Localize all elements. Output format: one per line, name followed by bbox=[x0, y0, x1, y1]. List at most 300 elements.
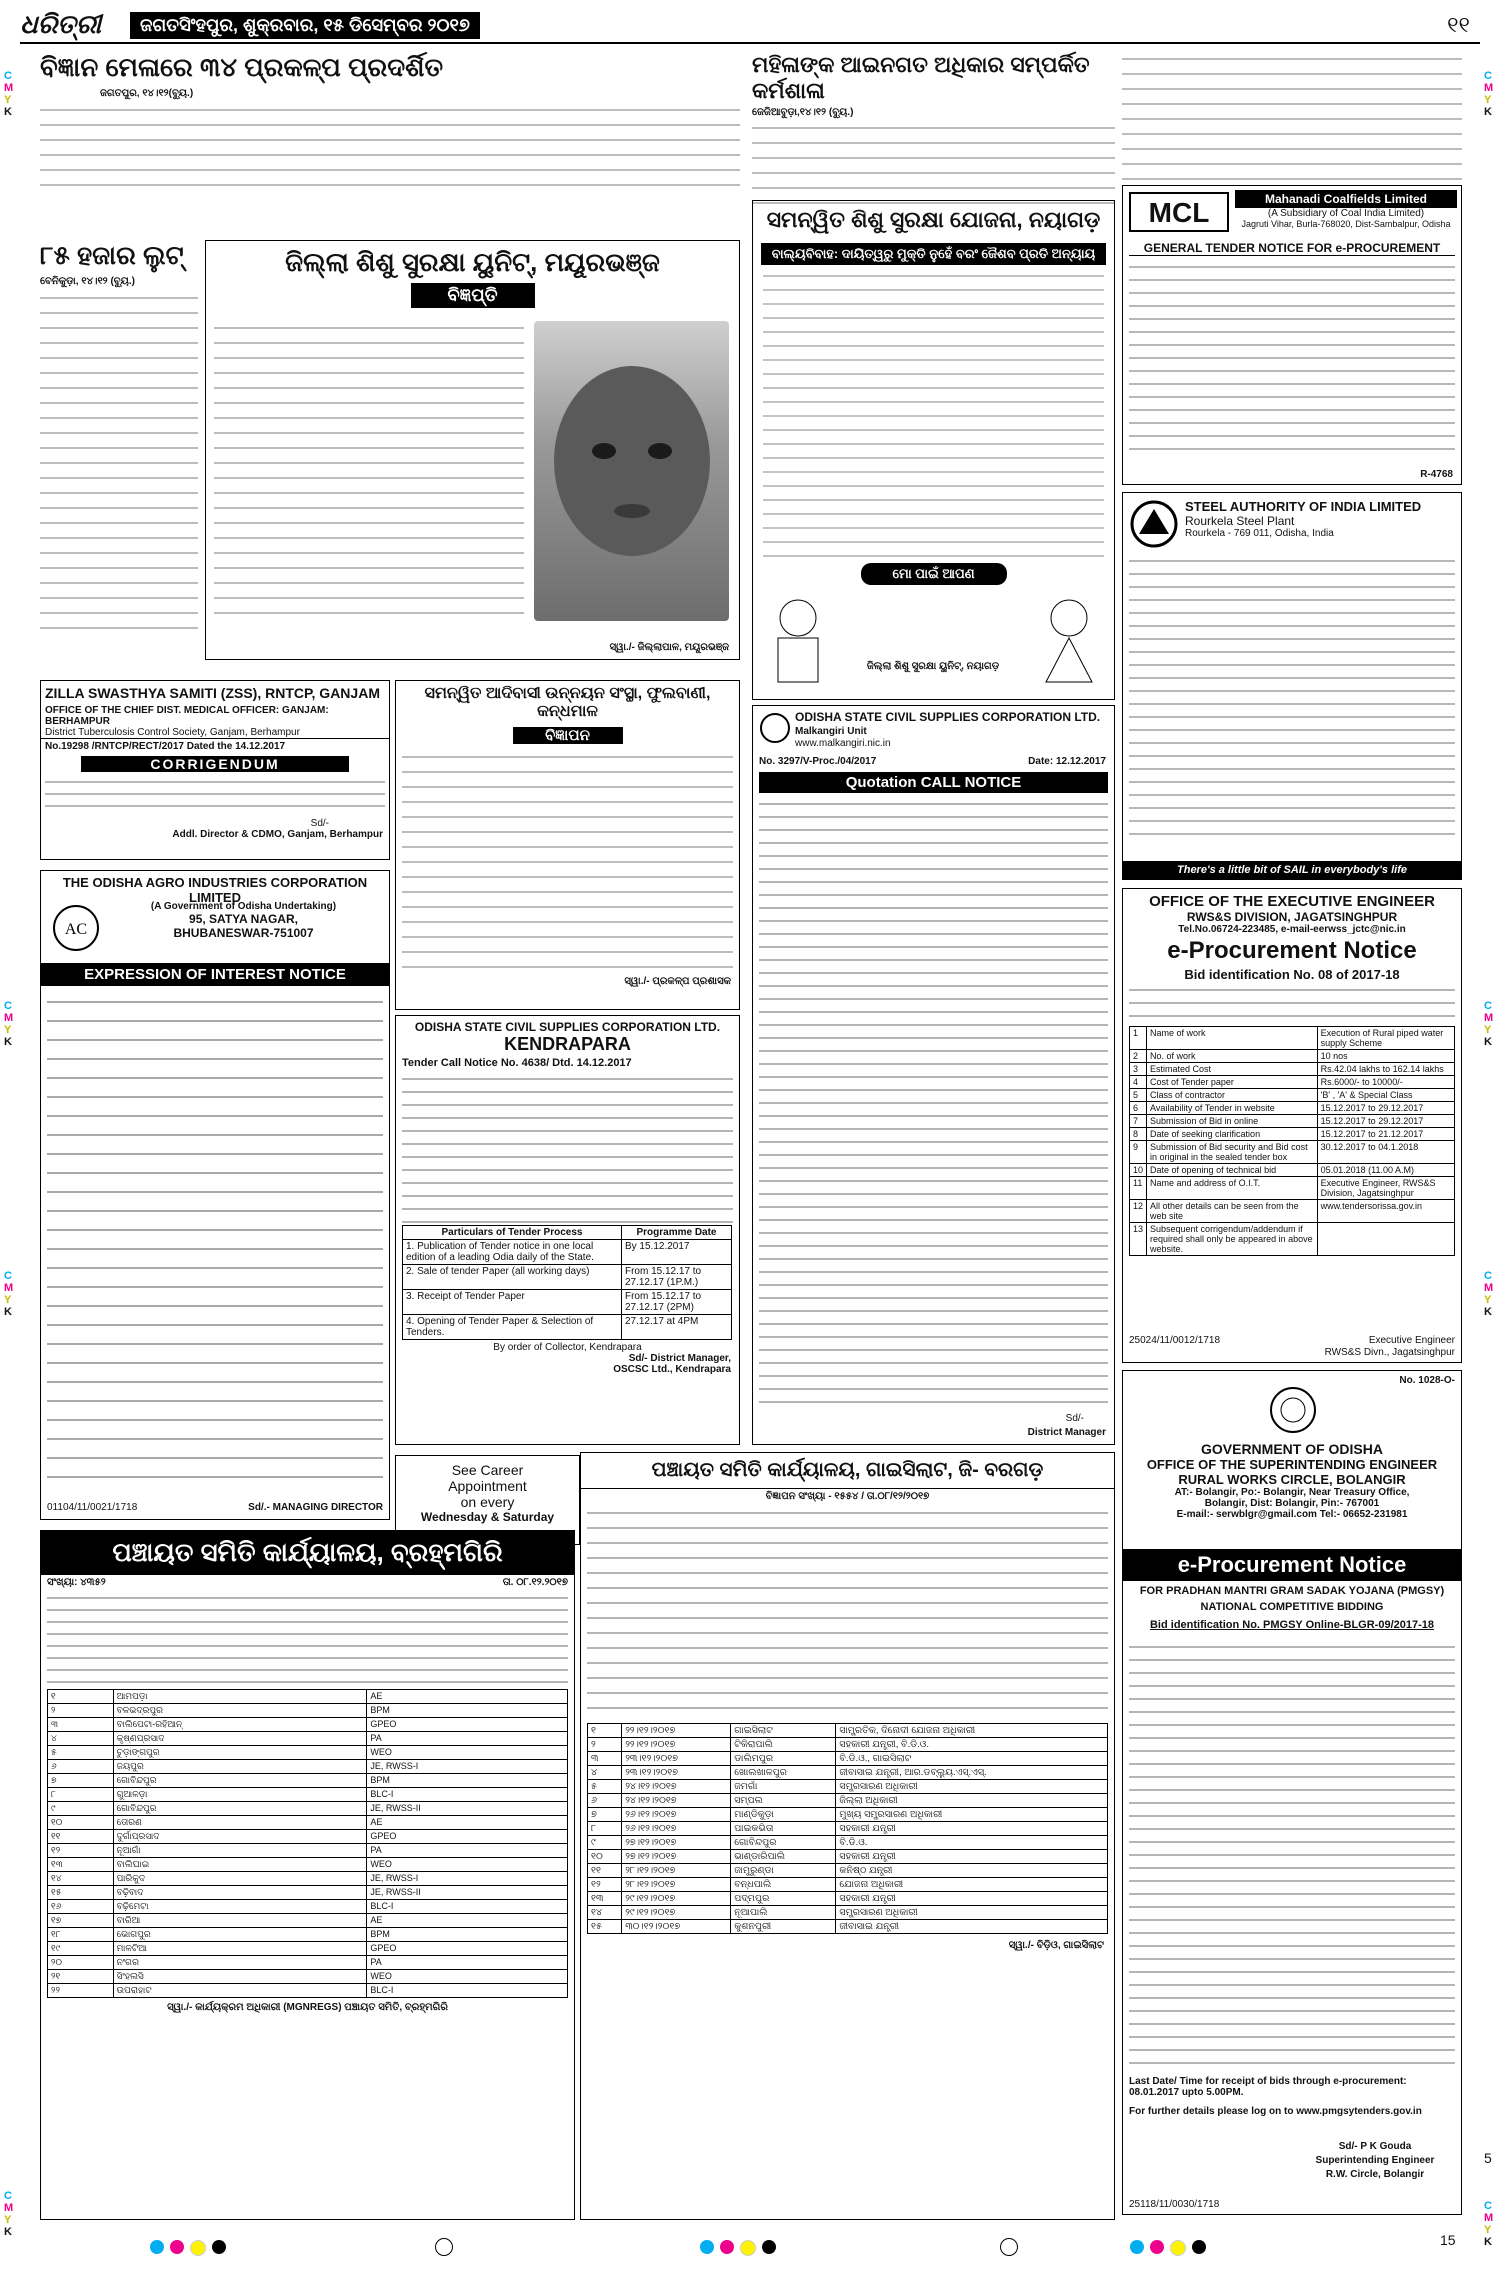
table-row bbox=[1130, 1223, 1455, 1256]
sail-tagline: There's a little bit of SAIL in everybody's life bbox=[1123, 861, 1461, 879]
ad-gaisilat: ପଞ୍ଚାୟତ ସମିତି କାର୍ଯ୍ୟାଳୟ, ଗାଇସିଲାଟ, ଜି- ବରଗଡ଼ ବିଜ୍ଞାପନ ସଂଖ୍ୟା - ୧୫୫୪ / ତା.୦୮/୧୨/୨୦୧୭ ୧ ୨୨।୧୨।୨୦୧୭ ଗାଇସିଲାଟ ସାମ୍ପ୍ରତିକ, ଦିନୋଦୀ ଯୋଜନା ଅଧିକାରୀ ୨ ୨୨।୧୨।୨୦୧୭ ଟିକିରାପାଲି ସହକାରୀ ଯନ୍ତ୍ରୀ, ବି.ଡି.ଓ. ୩ ୨୩।୧୨।୨୦୧୭ ଡାଲିମପୁର ବି.ଡି.ଓ., ଗାଇସିଲାଟ ୪ ୨୩।୧୨।୨୦୧୭ ଖୋଲଖାଳପୁର ଜୀବାସାଇ ଯନ୍ତ୍ରୀ, ଆର.ଡବ୍ଲ୍ୟୁ.ଏସ୍.ଏସ୍. ୫ ୨୪।୧୨।୨୦୧୭ ଜମଗାଁ ସମ୍ପ୍ରସାରଣ ଅଧିକାରୀ ୬ ୨୪।୧୨।୨୦୧୭ ସମ୍ପଲ ଜିଲ୍ଲା ଅଧିକାରୀ ୭ ୨୬।୧୨।୨୦୧୭ ମାଣ୍ଡିକୁଡ଼ା ମୁଖ୍ୟ ସମ୍ପ୍ରସାରଣ ଅଧିକାରୀ ୮ ୨୬।୧୨।୨୦୧୭ ପାଇକଭିତା ସହକାରୀ ଯନ୍ତ୍ରୀ ୯ ୨୭।୧୨।୨୦୧୭ ଗୋବିନ୍ଦପୁର ବି.ଡି.ଓ. ୧୦ ୨୭।୧୨।୨୦୧୭ ଭାଣ୍ଡାରିପାଲି ସହକାରୀ ଯନ୍ତ୍ରୀ ୧୧ ୨୮।୧୨।୨୦୧୭ ଜାମୁରୁଣ୍ଡା କନିଷ୍ଠ ଯନ୍ତ୍ରୀ ୧୨ ୨୮।୧୨।୨୦୧୭ ବନ୍ଧପାଲି ଯୋଜନା ଅଧିକାରୀ ୧୩ ୨୯।୧୨।୨୦୧୭ ପଦ୍ମପୁର ସହକାରୀ ଯନ୍ତ୍ରୀ ୧୪ ୨୯।୧୨।୨୦୧୭ ନୂଆପାଲି ସମ୍ପ୍ରସାରଣ ଅଧିକାରୀ ୧୫ ୩୦।୧୨।୨୦୧୭ କୁଶନପୁରୀ ଜୀବାସାଇ ଯନ୍ତ୍ରୀ ସ୍ୱା./- ବିଡ଼ିଓ, ଗାଇସିଲାଟ bbox=[580, 1452, 1115, 2220]
table-cell: WEO bbox=[367, 1746, 568, 1760]
ad-oscsc-kendrapara bbox=[395, 1015, 740, 1445]
itda-notice-label: ବିଜ୍ଞାପନ bbox=[513, 727, 623, 744]
agro-addr1: 95, SATYA NAGAR, bbox=[189, 912, 298, 926]
table-cell: ୧୩ bbox=[588, 1892, 622, 1906]
table-row bbox=[48, 1844, 568, 1858]
table-cell: ୨୨।୧୨।୨୦୧୭ bbox=[622, 1738, 731, 1752]
table-cell: ବାଲିଘାଇ bbox=[113, 1858, 367, 1872]
govt-web: For further details please log on to www.pmgsytenders.gov.in bbox=[1129, 2106, 1422, 2117]
agro-eoi-bar: EXPRESSION OF INTEREST NOTICE bbox=[41, 963, 389, 986]
table-cell: ଜିଲ୍ଲା ଅଧିକାରୀ bbox=[836, 1794, 1108, 1808]
table-cell: ୩୦।୧୨।୨୦୧୭ bbox=[622, 1920, 731, 1934]
career-line1: See Career bbox=[451, 1462, 524, 1478]
table-row bbox=[1130, 1063, 1455, 1076]
zss-body bbox=[45, 776, 385, 814]
agro-sign: Sd/.- MANAGING DIRECTOR bbox=[248, 1502, 383, 1513]
ad-itda-phulbani bbox=[395, 680, 740, 1010]
table-row bbox=[1130, 1027, 1455, 1050]
table-cell: କୃଷ୍ଣପ୍ରସାଦ bbox=[113, 1732, 367, 1746]
govt-signer3: R.W. Circle, Bolangir bbox=[1325, 2169, 1425, 2180]
oscsc-web: www.malkangiri.nic.in bbox=[795, 738, 891, 749]
table-cell: ବାରିଆ bbox=[113, 1914, 367, 1928]
table-row bbox=[48, 1858, 568, 1872]
oscsc-date: Date: 12.12.2017 bbox=[1028, 756, 1106, 767]
brahmagiri-table bbox=[47, 1689, 568, 1998]
govt-l2: OFFICE OF THE SUPERINTENDING ENGINEER bbox=[1146, 1457, 1438, 1472]
mcl-ref: R-4768 bbox=[1420, 469, 1453, 480]
govt-l1: GOVERNMENT OF ODISHA bbox=[1200, 1441, 1383, 1457]
table-cell: ୧୨ bbox=[48, 1844, 114, 1858]
table-cell: 11 bbox=[1130, 1177, 1147, 1200]
table-row bbox=[48, 1830, 568, 1844]
story-continued bbox=[1122, 52, 1462, 182]
govt-ref: 25118/11/0030/1718 bbox=[1129, 2199, 1220, 2210]
table-cell: ୯ bbox=[588, 1836, 622, 1850]
table-cell: 05.01.2018 (11.00 A.M) bbox=[1317, 1164, 1454, 1177]
sail-name: STEEL AUTHORITY OF INDIA LIMITED bbox=[1185, 499, 1422, 514]
table-cell: AE bbox=[367, 1914, 568, 1928]
table-cell: BLC-I bbox=[367, 1788, 568, 1802]
odisha-govt-emblem-icon bbox=[1268, 1385, 1318, 1435]
table-cell: ୨୮।୧୨।୨୦୧୭ bbox=[622, 1864, 731, 1878]
color-bar-2 bbox=[700, 2240, 776, 2256]
table-cell: Cost of Tender paper bbox=[1147, 1076, 1318, 1089]
cmyk-mark-left-bottom: C M Y K bbox=[4, 2190, 14, 2238]
oscsc-title: ODISHA STATE CIVIL SUPPLIES CORPORATION LTD. bbox=[795, 710, 1101, 724]
registration-mark bbox=[1000, 2238, 1018, 2256]
table-cell: ଉପରାହାଟ bbox=[113, 1984, 367, 1998]
table-cell: ନଂଗର bbox=[113, 1956, 367, 1970]
table-row bbox=[588, 1892, 1108, 1906]
table-row bbox=[1130, 1076, 1455, 1089]
story-dateline: ଜଗତପୁର, ୧୪।୧୨(ବ୍ୟୁ.) bbox=[100, 88, 194, 99]
ad-child-protection-mayurbhanj bbox=[205, 240, 740, 660]
table-cell: Rs.6000/- to 10000/- bbox=[1317, 1076, 1454, 1089]
odisha-emblem-icon bbox=[759, 712, 791, 744]
kp-signer2: OSCSC Ltd., Kendrapara bbox=[613, 1364, 731, 1375]
table-cell: JE, RWSS-II bbox=[367, 1802, 568, 1816]
table-row bbox=[48, 1928, 568, 1942]
table-cell: ୨ bbox=[588, 1738, 622, 1752]
agro-title: THE ODISHA AGRO INDUSTRIES CORPORATION LIMITED bbox=[62, 875, 368, 905]
kp-signer: Sd/- District Manager, bbox=[628, 1353, 731, 1364]
child-photo bbox=[534, 321, 729, 621]
table-row bbox=[48, 1914, 568, 1928]
table-cell: ୧୪ bbox=[588, 1906, 622, 1920]
zss-signer: Addl. Director & CDMO, Ganjam, Berhampur bbox=[172, 829, 383, 840]
table-cell: ୧୯ bbox=[48, 1942, 114, 1956]
story-loot bbox=[40, 240, 198, 655]
table-cell: Execution of Rural piped water supply Scheme bbox=[1317, 1027, 1454, 1050]
table-cell: All other details can be seen from the web site bbox=[1147, 1200, 1318, 1223]
table-row bbox=[1130, 1089, 1455, 1102]
story-body bbox=[40, 291, 198, 636]
table-cell: ଚୁଡ଼ାଙ୍ଗପୁର bbox=[113, 1746, 367, 1760]
yellow-dot bbox=[740, 2240, 756, 2256]
table-row bbox=[48, 1956, 568, 1970]
gaisilat-body bbox=[587, 1506, 1108, 1721]
table-cell: ସହକାରୀ ଯନ୍ତ୍ରୀ bbox=[836, 1892, 1108, 1906]
story-dateline: ଜେଜିଆବୁଡ଼ା,୧୪।୧୨ (ବ୍ୟୁ.) bbox=[752, 107, 854, 118]
itda-sign: ସ୍ୱା./- ପ୍ରକଳ୍ପ ପ୍ରଶାସକ bbox=[624, 976, 731, 987]
ee-signer2: RWS&S Divn., Jagatsinghpur bbox=[1324, 1347, 1455, 1358]
table-cell: ୨୯।୧୨।୨୦୧୭ bbox=[622, 1906, 731, 1920]
table-cell: ମୁଖ୍ୟ ସମ୍ପ୍ରସାରଣ ଅଧିକାରୀ bbox=[836, 1808, 1108, 1822]
table-cell: ଜୀବାସାଇ ଯନ୍ତ୍ରୀ, ଆର.ଡବ୍ଲ୍ୟୁ.ଏସ୍.ଏସ୍. bbox=[836, 1766, 1108, 1780]
table-cell: ଦୁର୍ଗାପ୍ରସାଦ bbox=[113, 1830, 367, 1844]
table-cell: GPEO bbox=[367, 1942, 568, 1956]
table-cell: Availability of Tender in website bbox=[1147, 1102, 1318, 1115]
table-row: 4. Opening of Tender Paper & Selection of Tenders. 27.12.17 at 4PM bbox=[403, 1315, 732, 1340]
agro-sub: (A Government of Odisha Undertaking) bbox=[150, 901, 337, 912]
table-row: 3. Receipt of Tender Paper From 15.12.17 to 27.12.17 (2PM) bbox=[403, 1290, 732, 1315]
masthead bbox=[20, 8, 1480, 44]
table-cell: ଗୋବିନ୍ଦପୁର bbox=[113, 1802, 367, 1816]
table-row bbox=[588, 1780, 1108, 1794]
zss-title: ZILLA SWASTHYA SAMITI (ZSS), RNTCP, GANJAM bbox=[45, 685, 380, 701]
table-cell: WEO bbox=[367, 1858, 568, 1872]
story-headline: ୮୫ ହଜାର ଲୁଟ୍ bbox=[40, 240, 184, 270]
ad-mcl bbox=[1122, 185, 1462, 485]
color-bar-1 bbox=[150, 2240, 226, 2256]
ee-body bbox=[1129, 984, 1455, 1024]
table-cell: ୧୫ bbox=[48, 1886, 114, 1900]
table-cell: ୧୦ bbox=[48, 1816, 114, 1830]
table-cell: www.tendersorissa.gov.in bbox=[1317, 1200, 1454, 1223]
table-row bbox=[588, 1724, 1108, 1738]
table-row bbox=[48, 1718, 568, 1732]
table-cell: 4 bbox=[1130, 1076, 1147, 1089]
cyan-dot bbox=[700, 2240, 714, 2254]
footer-page-number: 15 bbox=[1440, 2232, 1456, 2248]
girl-illustration bbox=[1034, 596, 1104, 686]
table-cell: 'B' , 'A' & Special Class bbox=[1317, 1089, 1454, 1102]
table-cell: ସମ୍ପ୍ରସାରଣ ଅଧିକାରୀ bbox=[836, 1906, 1108, 1920]
ee-bid-id: Bid identification No. 08 of 2017-18 bbox=[1184, 967, 1400, 982]
kp-table bbox=[402, 1225, 732, 1340]
table-cell: ବଢ଼ିବାଦ bbox=[113, 1886, 367, 1900]
table-cell: ବନ୍ଧପାଲି bbox=[731, 1878, 836, 1892]
zss-no: No.19298 /RNTCP/RECT/2017 Dated the bbox=[45, 741, 233, 752]
ad-exec-engineer bbox=[1122, 888, 1462, 1363]
agro-logo-icon bbox=[51, 903, 101, 953]
table-cell: ବଢ଼ିମେଟା bbox=[113, 1900, 367, 1914]
table-row bbox=[588, 1738, 1108, 1752]
agro-header bbox=[101, 901, 386, 940]
table-cell: ୫ bbox=[48, 1746, 114, 1760]
itda-body bbox=[402, 750, 733, 970]
agro-addr2: BHUBANESWAR-751007 bbox=[173, 926, 314, 940]
ee-division: RWS&S DIVISION, JAGATSINGHPUR bbox=[1186, 910, 1398, 924]
table-row bbox=[48, 1970, 568, 1984]
table-cell: ୮ bbox=[48, 1788, 114, 1802]
table-cell: ପଦ୍ମପୁର bbox=[731, 1892, 836, 1906]
cmyk-mark-right-low: C M Y K bbox=[1484, 1270, 1494, 1318]
govt-header bbox=[1123, 1441, 1461, 1520]
table-cell: 10 bbox=[1130, 1164, 1147, 1177]
mcl-name: Mahanadi Coalfields Limited bbox=[1235, 190, 1457, 208]
table-cell bbox=[1317, 1223, 1454, 1256]
table-cell: ତୋରଣ bbox=[113, 1816, 367, 1830]
oscsc-quotation-bar: Quotation CALL NOTICE bbox=[759, 772, 1108, 793]
color-bar-3 bbox=[1130, 2240, 1206, 2256]
ad-signature: ସ୍ୱା./- ଜିଲ୍ଲାପାଳ, ମୟୂରଭଞ୍ଜ bbox=[609, 642, 729, 653]
table-row: 2. Sale of tender Paper (all working days) From 15.12.17 to 27.12.17 (1P.M.) bbox=[403, 1265, 732, 1290]
table-cell: Class of contractor bbox=[1147, 1089, 1318, 1102]
table-row bbox=[1130, 1141, 1455, 1164]
table-row bbox=[588, 1864, 1108, 1878]
table-cell: ୧୧ bbox=[588, 1864, 622, 1878]
table-row bbox=[48, 1872, 568, 1886]
table-cell: ଭୋଗପୁର bbox=[113, 1928, 367, 1942]
table-cell: ଗୁଆଳଡ଼ା bbox=[113, 1788, 367, 1802]
ee-contact: Tel.No.06724-223485, e-mail-eerwss_jctc@nic.in bbox=[1178, 924, 1406, 935]
table-cell: 15.12.2017 to 21.12.2017 bbox=[1317, 1128, 1454, 1141]
table-cell: 1 bbox=[1130, 1027, 1147, 1050]
yellow-dot bbox=[190, 2240, 206, 2256]
ee-title: OFFICE OF THE EXECUTIVE ENGINEER bbox=[1149, 893, 1435, 910]
ad-odisha-agro bbox=[40, 870, 390, 1520]
table-row bbox=[48, 1690, 568, 1704]
table-cell: 7 bbox=[1130, 1115, 1147, 1128]
table-cell: ନୂଆଗାଁ bbox=[113, 1844, 367, 1858]
govt-body bbox=[1129, 1641, 1455, 2071]
table-row bbox=[1130, 1177, 1455, 1200]
brahmagiri-body bbox=[47, 1592, 568, 1687]
sail-logo-icon bbox=[1129, 499, 1179, 549]
ad-body bbox=[763, 269, 1104, 559]
govt-no: No. 1028-O- bbox=[1399, 1375, 1455, 1386]
table-cell: ୧ bbox=[588, 1724, 622, 1738]
table-cell: ୮ bbox=[588, 1822, 622, 1836]
table-row bbox=[1130, 1164, 1455, 1177]
table-cell: Date of opening of technical bid bbox=[1147, 1164, 1318, 1177]
table-row bbox=[588, 1794, 1108, 1808]
table-cell: ୧୬ bbox=[48, 1900, 114, 1914]
child-face-illustration bbox=[534, 321, 729, 621]
black-dot bbox=[212, 2240, 226, 2254]
mo-pai-apana-banner: ମୋ ପାଇଁ ଆପଣ bbox=[861, 563, 1007, 585]
career-line2: Appointment bbox=[448, 1478, 527, 1494]
table-cell: ୧୧ bbox=[48, 1830, 114, 1844]
sail-tender-list bbox=[1129, 555, 1455, 845]
table-row bbox=[588, 1878, 1108, 1892]
mcl-body bbox=[1129, 261, 1455, 461]
ad-sail bbox=[1122, 492, 1462, 880]
table-cell: ୨୨ bbox=[48, 1984, 114, 1998]
table-cell: ଆମପଡ଼ା bbox=[113, 1690, 367, 1704]
ee-table bbox=[1129, 1026, 1455, 1256]
table-cell: ପାରିକୁଦ bbox=[113, 1872, 367, 1886]
table-row bbox=[48, 1984, 568, 1998]
sail-address: Rourkela - 769 011, Odisha, India bbox=[1185, 528, 1334, 539]
gaisilat-no: ବିଜ୍ଞାପନ ସଂଖ୍ୟା - ୧୫୫୪ bbox=[765, 1491, 859, 1502]
table-row bbox=[48, 1802, 568, 1816]
table-row bbox=[588, 1920, 1108, 1934]
page-number: ୧୧ bbox=[1447, 12, 1470, 37]
table-row bbox=[588, 1850, 1108, 1864]
table-cell: ମାଳଟିଆ bbox=[113, 1942, 367, 1956]
table-cell: ୨୧ bbox=[48, 1970, 114, 1984]
table-cell: ଜୀବାସାଇ ଯନ୍ତ୍ରୀ bbox=[836, 1920, 1108, 1934]
cmyk-mark-right-top: C M Y K bbox=[1484, 70, 1494, 118]
table-row bbox=[588, 1808, 1108, 1822]
table-cell: ୨୮।୧୨।୨୦୧୭ bbox=[622, 1878, 731, 1892]
gaisilat-table bbox=[587, 1723, 1108, 1934]
agro-ref: 01104/11/0021/1718 bbox=[47, 1502, 138, 1513]
table-cell: ସାମ୍ପ୍ରତିକ, ଦିନୋଦୀ ଯୋଜନା ଅଧିକାରୀ bbox=[836, 1724, 1108, 1738]
table-cell: Executive Engineer, RWS&S Division, Jagatsinghpur bbox=[1317, 1177, 1454, 1200]
gaisilat-sign: ସ୍ୱା./- ବିଡ଼ିଓ, ଗାଇସିଲାଟ bbox=[1008, 1940, 1104, 1951]
table-row bbox=[48, 1816, 568, 1830]
table-cell: ୬ bbox=[588, 1794, 622, 1808]
table-cell: ବି.ଡି.ଓ., ଗାଇସିଲାଟ bbox=[836, 1752, 1108, 1766]
govt-l5: Bolangir, Dist: Bolangir, Pin:- 767001 bbox=[1204, 1498, 1380, 1509]
black-dot bbox=[1192, 2240, 1206, 2254]
ee-ref: 25024/11/0012/1718 bbox=[1129, 1335, 1221, 1346]
table-row bbox=[48, 1732, 568, 1746]
svg-text:AC: AC bbox=[64, 921, 88, 938]
table-cell: Submission of Bid security and Bid cost in original in the sealed tender box bbox=[1147, 1141, 1318, 1164]
table-cell: 30.12.2017 to 04.1.2018 bbox=[1317, 1141, 1454, 1164]
ee-signer: Executive Engineer bbox=[1368, 1335, 1455, 1346]
ad-notice-label: ବିଜ୍ଞପ୍ତି bbox=[411, 283, 535, 308]
table-row bbox=[1130, 1050, 1455, 1063]
story-headline: ବିଜ୍ଞାନ ମେଳାରେ ୩୪ ପ୍ରକଳ୍ପ ପ୍ରଦର୍ଶିତ bbox=[40, 52, 444, 82]
table-cell: 8 bbox=[1130, 1128, 1147, 1141]
table-cell: ୨୭।୧୨।୨୦୧୭ bbox=[622, 1850, 731, 1864]
table-row bbox=[48, 1788, 568, 1802]
registration-mark bbox=[435, 2238, 453, 2256]
table-cell: WEO bbox=[367, 1970, 568, 1984]
govt-l4: AT:- Bolangir, Po:- Bolangir, Near Treasury Office, bbox=[1174, 1487, 1410, 1498]
govt-l6: E-mail:- serwblgr@gmail.com Tel:- 06652-231981 bbox=[1176, 1509, 1408, 1520]
ad-rw-circle-bolangir bbox=[1122, 1370, 1462, 2215]
oscsc-sign: Sd/- bbox=[1065, 1413, 1084, 1424]
table-cell: Subsequent corrigendum/addendum if required shall only be appeared in above website. bbox=[1147, 1223, 1318, 1256]
story-body bbox=[752, 121, 1115, 211]
cyan-dot bbox=[1130, 2240, 1144, 2254]
ee-eproc-heading: e-Procurement Notice bbox=[1167, 937, 1417, 964]
cmyk-mark-right-bottom: C M Y K bbox=[1484, 2200, 1494, 2248]
kp-table-header: Particulars of Tender Process Programme Date bbox=[403, 1226, 732, 1240]
sail-header bbox=[1185, 499, 1455, 539]
table-cell: Rs.42.04 lakhs to 162.14 lakhs bbox=[1317, 1063, 1454, 1076]
table-cell: Estimated Cost bbox=[1147, 1063, 1318, 1076]
table-row bbox=[1130, 1115, 1455, 1128]
table-row bbox=[1130, 1102, 1455, 1115]
ad-title: ସମନ୍ୱିତ ଶିଶୁ ସୁରକ୍ଷା ଯୋଜନା, ନୟାଗଡ଼ bbox=[766, 207, 1101, 232]
boy-illustration bbox=[763, 596, 833, 686]
table-cell: ଯୋଜନା ଅଧିକାରୀ bbox=[836, 1878, 1108, 1892]
cyan-dot bbox=[150, 2240, 164, 2254]
mcl-header bbox=[1235, 190, 1457, 229]
table-cell: ୨୭।୧୨।୨୦୧୭ bbox=[622, 1836, 731, 1850]
table-row bbox=[1130, 1128, 1455, 1141]
agro-body bbox=[47, 993, 383, 1483]
table-cell: ୧୫ bbox=[588, 1920, 622, 1934]
table-cell: ୧୦ bbox=[588, 1850, 622, 1864]
govt-sub1: FOR PRADHAN MANTRI GRAM SADAK YOJANA (PMGSY) bbox=[1139, 1585, 1445, 1597]
itda-title: ସମନ୍ୱିତ ଆଦିବାସୀ ଉନ୍ନୟନ ସଂସ୍ଥା, ଫୁଲବାଣୀ, କନ୍ଧମାଳ bbox=[424, 685, 711, 720]
date-line: ଜଗତସିଂହପୁର, ଶୁକ୍ରବାର, ୧୫ ଡିସେମ୍ବର ୨୦୧୭ bbox=[130, 12, 480, 39]
magenta-dot bbox=[720, 2240, 734, 2254]
brahmagiri-title: ପଞ୍ଚାୟତ ସମିତି କାର୍ଯ୍ୟାଳୟ, ବ୍ରହ୍ମଗିରି bbox=[41, 1531, 574, 1575]
table-cell: ସହକାରୀ ଯନ୍ତ୍ରୀ, ବି.ଡି.ଓ. bbox=[836, 1738, 1108, 1752]
table-cell: 5 bbox=[1130, 1089, 1147, 1102]
table-cell: ଗୋବିନ୍ଦପୁର bbox=[731, 1836, 836, 1850]
govt-sub2: NATIONAL COMPETITIVE BIDDING bbox=[1200, 1601, 1384, 1613]
table-cell: ୭ bbox=[588, 1808, 622, 1822]
table-cell: ଜମଗାଁ bbox=[731, 1780, 836, 1794]
table-cell: ୨୯।୧୨।୨୦୧୭ bbox=[622, 1892, 731, 1906]
story-dateline: ବେନିକୁଡ଼ା, ୧୪।୧୨ (ବ୍ୟୁ.) bbox=[40, 276, 135, 287]
table-cell: ସହକାରୀ ଯନ୍ତ୍ରୀ bbox=[836, 1822, 1108, 1836]
table-cell: ଭାଣ୍ଡାରିପାଲି bbox=[731, 1850, 836, 1864]
table-cell: ୩ bbox=[588, 1752, 622, 1766]
magenta-dot bbox=[1150, 2240, 1164, 2254]
story-science-fair bbox=[40, 52, 740, 202]
table-cell: ସହକାରୀ ଯନ୍ତ୍ରୀ bbox=[836, 1850, 1108, 1864]
table-cell: GPEO bbox=[367, 1830, 568, 1844]
zss-corrigendum-bar: CORRIGENDUM bbox=[81, 756, 349, 772]
ad-child-protection-nayagarh bbox=[752, 200, 1115, 700]
table-cell: JE, RWSS-II bbox=[367, 1886, 568, 1900]
ad-oscsc-malkangiri bbox=[752, 705, 1115, 1445]
table-cell: 15.12.2017 to 29.12.2017 bbox=[1317, 1102, 1454, 1115]
table-cell: ସିଂହଲସି bbox=[113, 1970, 367, 1984]
story-women-rights bbox=[752, 52, 1115, 187]
career-line4: Wednesday & Saturday bbox=[420, 1510, 555, 1524]
table-cell: BLC-I bbox=[367, 1900, 568, 1914]
table-cell: JE, RWSS-I bbox=[367, 1760, 568, 1774]
table-cell: ଖୋଲଖାଳପୁର bbox=[731, 1766, 836, 1780]
table-row: 1. Publication of Tender notice in one local edition of a leading Odia daily of the State. By 15.12.2017 bbox=[403, 1240, 732, 1265]
table-cell: ୨୦ bbox=[48, 1956, 114, 1970]
table-cell: 2 bbox=[1130, 1050, 1147, 1063]
cmyk-mark-left-mid: C M Y K bbox=[4, 1000, 14, 1048]
brahmagiri-date: ତା. ୦୮.୧୨.୨୦୧୭ bbox=[502, 1577, 568, 1588]
table-cell: କୁଶନପୁରୀ bbox=[731, 1920, 836, 1934]
table-cell: ବାଲିପେଟା-ରହିଆନ୍ bbox=[113, 1718, 367, 1732]
table-cell: ୨ bbox=[48, 1704, 114, 1718]
cmyk-mark-right-mid: C M Y K bbox=[1484, 1000, 1494, 1048]
table-cell: ବି.ଡି.ଓ. bbox=[836, 1836, 1108, 1850]
table-cell: Name of work bbox=[1147, 1027, 1318, 1050]
ad-body bbox=[214, 321, 524, 621]
table-cell: ୨୪।୧୨।୨୦୧୭ bbox=[622, 1794, 731, 1808]
ad-zss-ganjam bbox=[40, 680, 390, 860]
side-page-number: 5 bbox=[1484, 2150, 1492, 2166]
table-cell: ଡାଲିମପୁର bbox=[731, 1752, 836, 1766]
mcl-sub: (A Subsidiary of Coal India Limited) bbox=[1267, 208, 1425, 219]
table-row bbox=[48, 1774, 568, 1788]
brahmagiri-no: ସଂଖ୍ୟା: ୪୩୫୨ bbox=[47, 1577, 106, 1588]
sail-plant: Rourkela Steel Plant bbox=[1185, 514, 1295, 528]
table-cell: ୧୪ bbox=[48, 1872, 114, 1886]
gaisilat-title: ପଞ୍ଚାୟତ ସମିତି କାର୍ଯ୍ୟାଳୟ, ଗାଇସିଲାଟ, ଜି- ବରଗଡ଼ bbox=[581, 1453, 1114, 1489]
table-cell: BPM bbox=[367, 1704, 568, 1718]
table-cell: ୨୬।୧୨।୨୦୧୭ bbox=[622, 1822, 731, 1836]
table-cell: ୨୩।୧୨।୨୦୧୭ bbox=[622, 1766, 731, 1780]
table-cell: ବଳଭଦ୍ରପୁର bbox=[113, 1704, 367, 1718]
table-cell: ସମ୍ପ୍ରସାରଣ ଅଧିକାରୀ bbox=[836, 1780, 1108, 1794]
table-cell: AE bbox=[367, 1690, 568, 1704]
table-cell: 13 bbox=[1130, 1223, 1147, 1256]
oscsc-unit: Malkangiri Unit bbox=[795, 726, 867, 737]
